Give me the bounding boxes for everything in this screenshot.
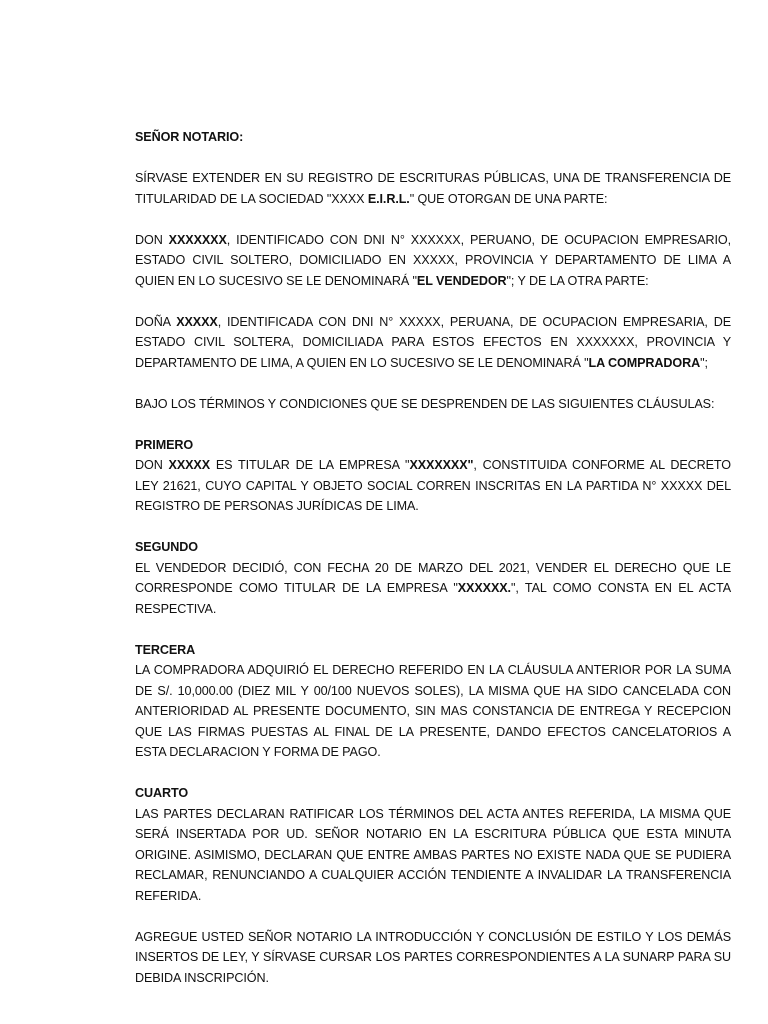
salutation xyxy=(135,127,731,148)
segundo-text-2: ", TAL COMO CONSTA EN EL ACTA RESPECTIVA. xyxy=(135,581,731,616)
primero-company-name: XXXXXXX" xyxy=(409,458,474,472)
clause-segundo-text xyxy=(135,558,731,620)
intro-text-2: " QUE OTORGAN DE UNA PARTE: xyxy=(409,191,608,206)
buyer-text-3: "; xyxy=(700,355,708,370)
buyer-text-2: , IDENTIFICADA CON DNI N° XXXXX, PERUANA, DE OCUPACION EMPRESARIA, DE ESTADO CIVIL SOLTERA, DOMICILIADA PARA ESTOS EFECTOS EN XXXXXXX, PROVINCIA Y DEPARTAMENTO DE LIMA, A QUIEN EN LO SUCESIVO SE LE DENOMINARÁ " xyxy=(135,314,731,370)
salutation-text: SEÑOR NOTARIO: xyxy=(135,130,244,144)
terms-paragraph: BAJO LOS TÉRMINOS Y CONDICIONES QUE SE DESPRENDEN DE LAS SIGUIENTES CLÁUSULAS: xyxy=(135,396,715,411)
vendor-text-3: "; Y DE LA OTRA PARTE: xyxy=(506,273,649,288)
vendor-designation: EL VENDEDOR xyxy=(416,273,507,288)
vendor-text-1: DON xyxy=(135,232,169,247)
clause-cuarto-text: LAS PARTES DECLARAN RATIFICAR LOS TÉRMINOS DEL ACTA ANTES REFERIDA, LA MISMA QUE SERÁ INSERTADA POR UD. SEÑOR NOTARIO EN LA ESCRITURA PÚBLICA QUE ESTA MINUTA ORIGINE. ASIMISMO, DECLARAN QUE ENTRE AMBAS PARTES NO EXISTE NADA QUE SE PUDIERA RECLAMAR, RENUNCIANDO A CUALQUIER ACCIÓN TENDIENTE A INVALIDAR LA TRANSFERENCIA REFERIDA. xyxy=(135,806,731,903)
clause-segundo-title: SEGUNDO xyxy=(135,540,198,554)
vendor-text-2: , IDENTIFICADO CON DNI N° XXXXXX, PERUANO, DE OCUPACION EMPRESARIO, ESTADO CIVIL SOLTERO, DOMICILIADO EN XXXXX, PROVINCIA Y DEPARTAMENTO DE LIMA A QUIEN EN LO SUCESIVO SE LE DENOMINARÁ " xyxy=(135,232,731,288)
intro-paragraph xyxy=(135,168,731,209)
intro-company-type: E.I.R.L. xyxy=(367,191,410,206)
intro-text-1: SÍRVASE EXTENDER EN SU REGISTRO DE ESCRITURAS PÚBLICAS, UNA DE TRANSFERENCIA DE TITULARIDAD DE LA SOCIEDAD "XXXX xyxy=(135,171,731,206)
primero-text-1: DON xyxy=(135,458,169,472)
primero-text-2: ES TITULAR DE LA EMPRESA " xyxy=(210,458,410,472)
document-body xyxy=(135,127,731,1009)
clause-cuarto-title: CUARTO xyxy=(135,786,189,800)
clause-primero-text xyxy=(135,455,731,517)
primero-owner-name: XXXXX xyxy=(168,458,211,472)
closing-paragraph: AGREGUE USTED SEÑOR NOTARIO LA INTRODUCCIÓN Y CONCLUSIÓN DE ESTILO Y LOS DEMÁS INSERTOS DE LEY, Y SÍRVASE CURSAR LOS PARTES CORRESPONDIENTES A LA SUNARP PARA SU DEBIDA INSCRIPCIÓN. xyxy=(135,929,731,985)
buyer-designation: LA COMPRADORA xyxy=(588,355,701,370)
segundo-company-name: XXXXXX. xyxy=(457,581,511,595)
primero-text-3: , CONSTITUIDA CONFORME AL DECRETO LEY 21621, CUYO CAPITAL Y OBJETO SOCIAL CORREN INSCRITAS EN LA PARTIDA N° XXXXX DEL REGISTRO DE PERSONAS JURÍDICAS DE LIMA. xyxy=(135,458,731,513)
vendor-paragraph xyxy=(135,230,731,292)
segundo-text-1: EL VENDEDOR DECIDIÓ, CON FECHA 20 DE MARZO DEL 2021, VENDER EL DERECHO QUE LE CORRESPONDE COMO TITULAR DE LA EMPRESA " xyxy=(135,560,731,595)
buyer-text-1: DOÑA xyxy=(135,314,177,329)
buyer-name: XXXXX xyxy=(176,314,218,329)
clause-tercera-title: TERCERA xyxy=(135,642,196,657)
buyer-paragraph xyxy=(135,312,731,374)
vendor-name: XXXXXXX xyxy=(168,232,227,247)
clause-tercera-text: LA COMPRADORA ADQUIRIÓ EL DERECHO REFERIDO EN LA CLÁUSULA ANTERIOR POR LA SUMA DE S/. 10,000.00 (DIEZ MIL Y 00/100 NUEVOS SOLES), LA MISMA QUE HA SIDO CANCELADA CON ANTERIORIDAD AL PRESENTE DOCUMENTO, SIN MAS CONSTANCIA DE ENTREGA Y RECEPCION QUE LAS FIRMAS PUESTAS AL FINAL DE LA PRESENTE, DANDO EFECTOS CANCELATORIOS A ESTA DECLARACION Y FORMA DE PAGO. xyxy=(135,663,731,759)
clause-primero-title: PRIMERO xyxy=(135,437,194,452)
